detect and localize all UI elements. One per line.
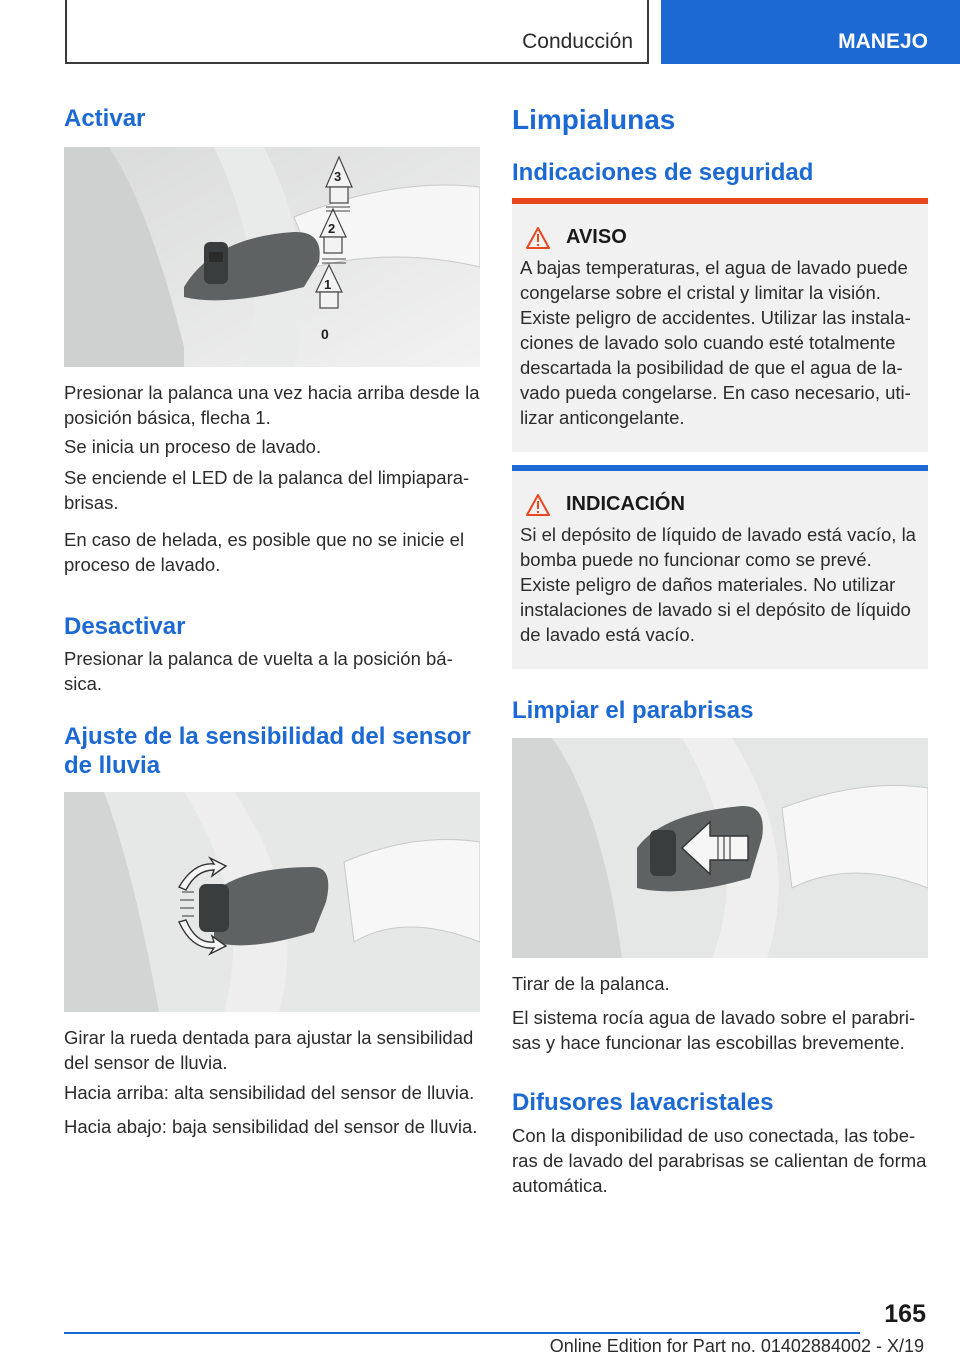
activar-heading: Activar xyxy=(64,105,146,132)
aviso-title: AVISO xyxy=(566,226,627,248)
page-number: 165 xyxy=(884,1300,926,1328)
arrow-label-0: 0 xyxy=(321,326,329,342)
limpiar-heading: Limpiar el parabrisas xyxy=(512,697,754,724)
figure-lever-up xyxy=(64,147,480,367)
arrow-label-2: 2 xyxy=(328,221,336,236)
ajuste-paragraph-3: Hacia abajo: baja sensibilidad del sensor de lluvia. xyxy=(64,1116,478,1137)
limpialunas-heading: Limpialunas xyxy=(512,104,676,135)
difusores-heading: Difusores lavacristales xyxy=(512,1089,774,1116)
lever-up-illustration xyxy=(64,147,480,367)
warning-triangle-icon xyxy=(526,227,550,249)
activar-paragraph-4: En caso de helada, es posible que no se inicie el proceso de lavado. xyxy=(64,529,465,575)
activar-paragraph-2: Se inicia un proceso de lavado. xyxy=(64,436,322,457)
header-chapter-tab xyxy=(65,0,649,64)
footer-edition: Online Edition for Part no. 01402884002 - X/19 xyxy=(549,1336,924,1356)
limpiar-paragraph-1: Tirar de la palanca. xyxy=(512,973,670,994)
aviso-title-row xyxy=(526,226,920,249)
desactivar-paragraph: Presionar la palanca de vuelta a la posición bá-sica. xyxy=(64,648,453,694)
arrow-label-1: 1 xyxy=(324,277,332,292)
pull-lever-illustration xyxy=(512,738,928,958)
aviso-notice xyxy=(512,198,928,452)
aviso-text: A bajas temperaturas, el agua de lavado puede congelarse sobre el cristal y limitar la visión. Existe peligro de accidentes. Utilizar las instala-ciones de lavado solo cuando esté totalmente descartada la posibilidad de que el agua de la-vado pueda congelarse. En caso necesario, uti-lizar anticongelante. xyxy=(520,257,911,428)
ajuste-heading: Ajuste de la sensibilidad del sensor de lluvia xyxy=(64,723,471,779)
ajuste-paragraph-2: Hacia arriba: alta sensibilidad del sensor de lluvia. xyxy=(64,1082,475,1103)
indicacion-text: Si el depósito de líquido de lavado está vacío, la bomba puede no funcionar como se prevé. Existe peligro de daños materiales. No utilizar instalaciones de lavado si el depósito de líquido de lavado está vacío. xyxy=(520,524,916,645)
header-section: MANEJO xyxy=(838,30,928,53)
figure-pull-lever xyxy=(512,738,928,958)
limpiar-paragraph-2: El sistema rocía agua de lavado sobre el parabri-sas y hace funcionar las escobillas brevemente. xyxy=(512,1007,916,1053)
activar-paragraph-1: Presionar la palanca una vez hacia arriba desde la posición básica, flecha 1. xyxy=(64,382,480,428)
ajuste-paragraph-1: Girar la rueda dentada para ajustar la sensibilidad del sensor de lluvia. xyxy=(64,1027,474,1073)
desactivar-heading: Desactivar xyxy=(64,613,186,640)
difusores-paragraph: Con la disponibilidad de uso conectada, las tobe-ras de lavado del parabrisas se calientan de forma automática. xyxy=(512,1125,927,1196)
header-chapter: Conducción xyxy=(522,30,633,53)
indicacion-title: INDICACIÓN xyxy=(566,493,685,515)
footer-divider xyxy=(64,1332,860,1334)
indicacion-title-row xyxy=(526,493,920,516)
indicacion-notice xyxy=(512,465,928,669)
activar-paragraph-3: Se enciende el LED de la palanca del limpiapara-brisas. xyxy=(64,467,470,513)
figure-sensitivity-wheel xyxy=(64,792,480,1012)
warning-triangle-icon xyxy=(526,494,550,516)
arrow-label-3: 3 xyxy=(334,169,342,184)
sensitivity-wheel-illustration xyxy=(64,792,480,1012)
header-section-tab xyxy=(661,0,960,64)
safety-heading: Indicaciones de seguridad xyxy=(512,159,814,186)
